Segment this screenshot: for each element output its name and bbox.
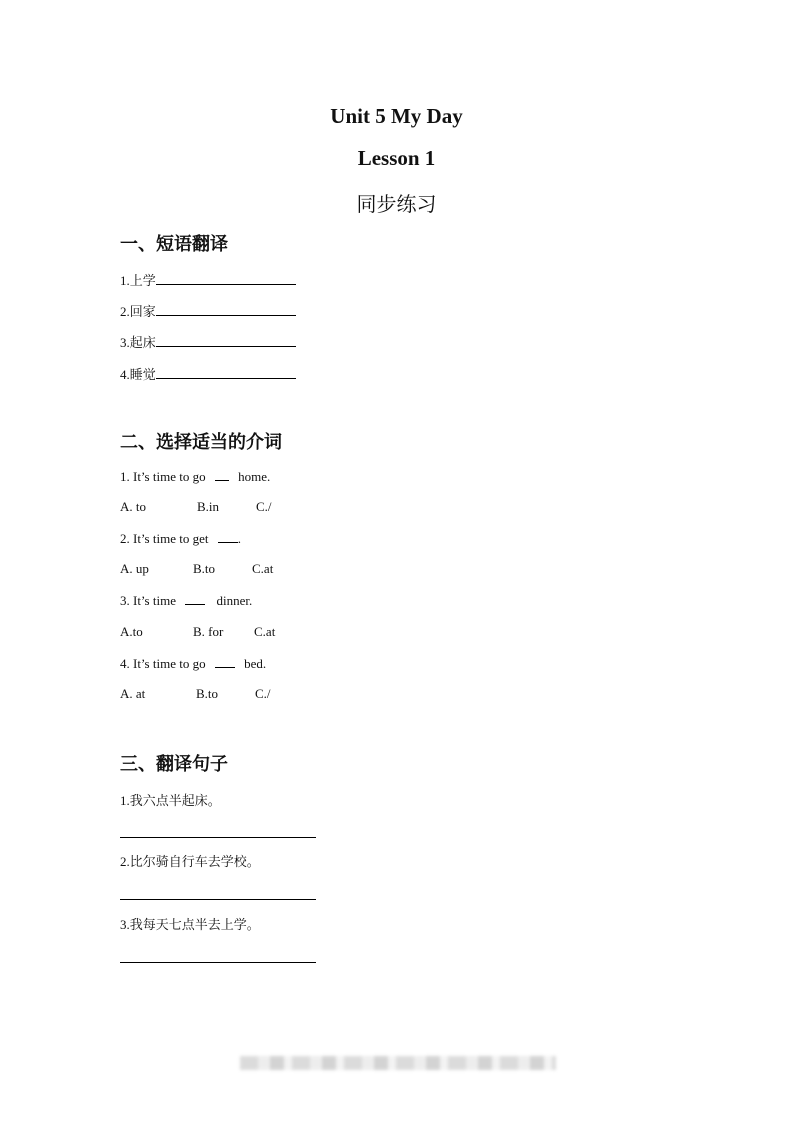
blurred-footer-watermark <box>240 1056 556 1070</box>
question-stem <box>120 468 270 485</box>
answer-line[interactable] <box>120 837 316 838</box>
worksheet-subtitle: 同步练习 <box>356 192 437 216</box>
option-b[interactable]: B. for <box>193 624 224 639</box>
section-heading-phrase-translation: 一、短语翻译 <box>120 234 228 255</box>
phrase-item <box>120 301 296 320</box>
section-heading-prepositions: 二、选择适当的介词 <box>120 432 282 453</box>
option-b[interactable]: B.to <box>193 561 216 576</box>
answer-blank[interactable] <box>156 366 296 379</box>
question-stem <box>120 530 241 547</box>
option-c[interactable]: C.at <box>254 624 276 639</box>
answer-blank[interactable] <box>215 655 235 668</box>
option-a[interactable]: A.to <box>120 624 143 639</box>
question-text-end: home. <box>238 469 271 484</box>
answer-blank[interactable] <box>185 592 205 605</box>
phrase-text: 3.起床 <box>120 335 156 350</box>
sentence-item: 3.我每天七点半去上学。 <box>120 917 260 932</box>
question-stem <box>120 655 266 672</box>
answer-blank[interactable] <box>156 303 296 316</box>
question-text: 1. It’s time to go <box>120 469 206 484</box>
question-text-end: dinner. <box>216 593 253 608</box>
phrase-item <box>120 364 296 383</box>
sentence-item: 1.我六点半起床。 <box>120 793 221 808</box>
answer-blank[interactable] <box>156 334 296 347</box>
option-b[interactable]: B.in <box>197 499 220 514</box>
question-text: 3. It’s time <box>120 593 176 608</box>
option-c[interactable]: C./ <box>256 499 272 514</box>
sentence-item: 2.比尔骑自行车去学校。 <box>120 854 260 869</box>
worksheet-title: Unit 5 My Day <box>330 104 463 128</box>
option-a[interactable]: A. up <box>120 561 149 576</box>
phrase-item <box>120 270 296 289</box>
question-text-end: . <box>237 531 241 546</box>
answer-line[interactable] <box>120 899 316 900</box>
phrase-text: 4.睡觉 <box>120 367 156 382</box>
phrase-text: 2.回家 <box>120 304 156 319</box>
answer-line[interactable] <box>120 962 316 963</box>
question-stem <box>120 592 252 609</box>
phrase-text: 1.上学 <box>120 273 156 288</box>
answer-blank[interactable] <box>215 468 229 481</box>
option-c[interactable]: C./ <box>255 686 271 701</box>
section-heading-sentence-translation: 三、翻译句子 <box>120 754 228 775</box>
answer-blank[interactable] <box>156 272 296 285</box>
option-b[interactable]: B.to <box>196 686 219 701</box>
option-a[interactable]: A. at <box>120 686 146 701</box>
option-c[interactable]: C.at <box>252 561 274 576</box>
question-text-end: bed. <box>244 656 267 671</box>
answer-blank[interactable] <box>218 530 238 543</box>
option-a[interactable]: A. to <box>120 499 146 514</box>
question-text: 4. It’s time to go <box>120 656 206 671</box>
question-text: 2. It’s time to get <box>120 531 209 546</box>
phrase-item <box>120 332 296 351</box>
lesson-title: Lesson 1 <box>357 146 436 170</box>
